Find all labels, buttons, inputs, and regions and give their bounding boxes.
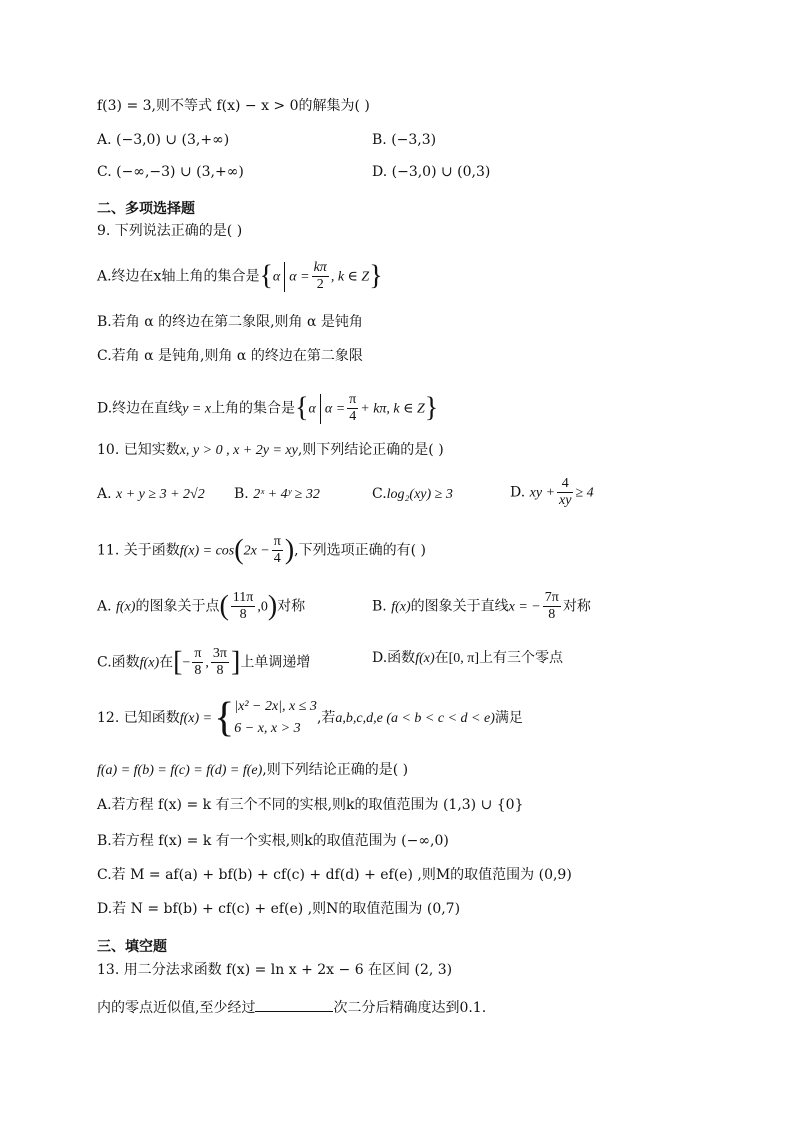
q9-a-set-lhs: α = bbox=[289, 269, 310, 285]
q11-option-a: A. f(x)的图象关于点( $\frac{11\pi}{8}$ ,0)对称 bbox=[97, 590, 306, 622]
q11-option-c: C.函数f(x)在[− $\frac{\pi}{8}$ , $\frac{3\pi}{8}$ ]上单调递增 bbox=[97, 646, 311, 678]
q10-stem: 10. 已知实数x, y > 0 , x + 2y = xy,则下列结论正确的是( ) bbox=[97, 442, 444, 458]
q12-piecewise: { |x² − 2x|, x ≤ 3 6 − x, x > 3 bbox=[214, 695, 317, 741]
q9-d-line: y = x bbox=[182, 401, 212, 417]
q10-condition: x, y > 0 , x + 2y = xy bbox=[179, 443, 298, 458]
q8-option-b: B. (−3,3) bbox=[372, 132, 437, 148]
q10-option-b: B. 2ˣ + 4ʸ ≥ 32 bbox=[234, 486, 320, 502]
q10-option-d: D. xy + $\frac{4}{xy}$ ≥ 4 bbox=[510, 476, 594, 508]
q8-stem: f(3) = 3,则不等式 f(x) − x > 0的解集为( ) bbox=[97, 98, 370, 114]
q10-option-c: C.log₂(xy) ≥ 3 bbox=[372, 486, 453, 502]
q9-option-b: B.若角 α 的终边在第二象限,则角 α 是钝角 bbox=[97, 314, 363, 330]
q9-a-text: A.终边在x轴上角的集合是 bbox=[97, 268, 260, 285]
q12-condition-line: f(a) = f(b) = f(c) = f(d) = f(e),则下列结论正确的是( ) bbox=[97, 762, 409, 778]
q9-a-set-var: α bbox=[272, 269, 281, 285]
section-title-multiple-choice: 二、多项选择题 bbox=[97, 201, 195, 217]
q11-option-d: D.函数f(x)在[0, π]上有三个零点 bbox=[372, 650, 564, 666]
q12-stem: 12. 已知函数f(x) ={ |x² − 2x|, x ≤ 3 6 − x, x > 3 ,若a,b,c,d,e (a < b < c < d < e)满足 bbox=[97, 695, 523, 741]
q9-stem: 9. 下列说法正确的是( ) bbox=[97, 223, 243, 239]
q9-option-a: A.终边在x轴上角的集合是{α α = $\frac{k\pi}{2}$ , k ∈ Z} bbox=[97, 260, 383, 292]
q8-option-d: D. (−3,0) ∪ (0,3) bbox=[372, 164, 491, 180]
q8-option-c: C. (−∞,−3) ∪ (3,+∞) bbox=[97, 164, 244, 180]
section-title-fill-in: 三、填空题 bbox=[97, 939, 167, 955]
q12-option-a: A.若方程 f(x) = k 有三个不同的实根,则k的取值范围为 (1,3) ∪ {0} bbox=[97, 797, 524, 813]
q8-option-a: A. (−3,0) ∪ (3,+∞) bbox=[97, 132, 230, 148]
q11-option-b: B. f(x)的图象关于直线x = − $\frac{7\pi}{8}$ 对称 bbox=[372, 590, 591, 622]
q9-option-c: C.若角 α 是钝角,则角 α 的终边在第二象限 bbox=[97, 348, 363, 364]
q11-stem: 11. 关于函数f(x) = cos(2x − $\frac{\pi}{4}$ ),下列选项正确的有( ) bbox=[97, 534, 426, 566]
q12-option-b: B.若方程 f(x) = k 有一个实根,则k的取值范围为 (−∞,0) bbox=[97, 833, 449, 849]
q13-line1: 13. 用二分法求函数 f(x) = ln x + 2x − 6 在区间 (2, 3) bbox=[97, 962, 453, 978]
q12-option-d: D.若 N = bf(b) + cf(c) + ef(e) ,则N的取值范围为 (0,7) bbox=[97, 901, 461, 917]
q9-a-fraction: $\frac{k\pi}{2}$ bbox=[313, 260, 327, 292]
q13-line2: 内的零点近似值,至少经过 次二分后精确度达到0.1. bbox=[97, 997, 486, 1018]
q9-d-fraction: $\frac{\pi}{4}$ bbox=[349, 392, 357, 424]
q13-answer-blank[interactable] bbox=[255, 997, 333, 1012]
q10-option-a: A. x + y ≥ 3 + 2√2 bbox=[97, 486, 205, 502]
q9-a-condition: , k ∈ Z bbox=[330, 269, 370, 285]
q9-option-d: D.终边在直线y = x上角的集合是{α α = $\frac{\pi}{4}$ + kπ, k ∈ Z} bbox=[97, 392, 439, 424]
q12-option-c: C.若 M = af(a) + bf(b) + cf(c) + df(d) + ef(e) ,则M的取值范围为 (0,9) bbox=[97, 867, 572, 883]
